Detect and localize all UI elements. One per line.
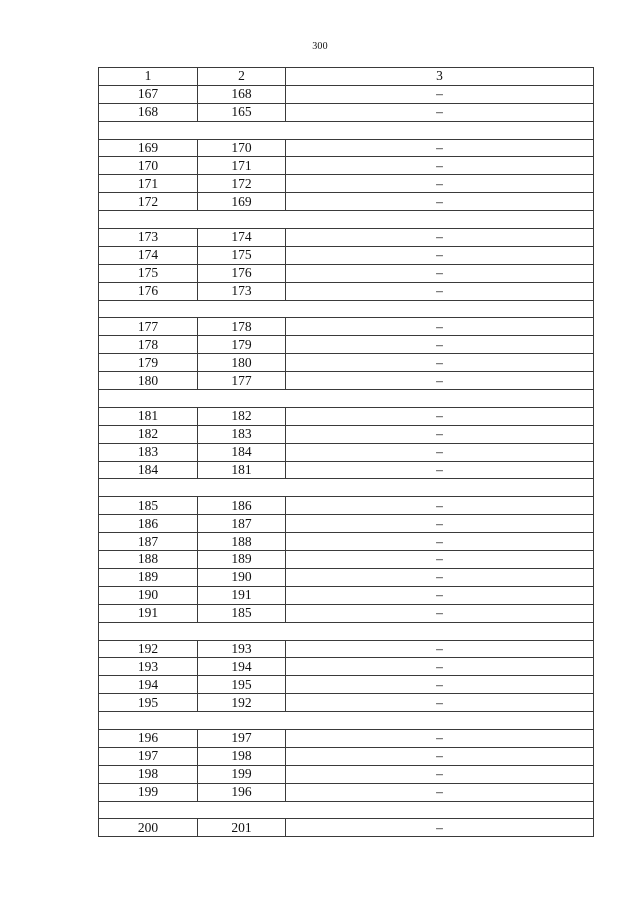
table-row: [99, 407, 594, 425]
table-cell: 177: [99, 318, 198, 336]
table-row: [99, 318, 594, 336]
table-cell: 187: [198, 515, 286, 533]
table-cell: 188: [99, 551, 198, 569]
table-cell: –: [286, 229, 594, 247]
table-cell: 196: [198, 783, 286, 801]
table-row: [99, 336, 594, 354]
table-row: [99, 229, 594, 247]
table-cell: –: [286, 354, 594, 372]
table-cell: –: [286, 551, 594, 569]
column-header: 1: [99, 68, 198, 86]
table-row: [99, 425, 594, 443]
table-cell: 172: [198, 175, 286, 193]
table-cell: –: [286, 318, 594, 336]
table-cell: 201: [198, 819, 286, 837]
group-separator-row: [99, 300, 594, 318]
table-cell: –: [286, 819, 594, 837]
table-cell: 195: [99, 694, 198, 712]
table-cell: 170: [99, 157, 198, 175]
table-cell: 189: [99, 568, 198, 586]
table-row: [99, 783, 594, 801]
table-cell: 177: [198, 372, 286, 390]
table-cell: 168: [198, 85, 286, 103]
table-cell: 175: [99, 264, 198, 282]
table-cell: 167: [99, 85, 198, 103]
table-cell: 183: [99, 443, 198, 461]
table-row: [99, 85, 594, 103]
table-cell: –: [286, 515, 594, 533]
group-separator-row: [99, 121, 594, 139]
table-row: [99, 765, 594, 783]
table-cell: 184: [99, 461, 198, 479]
column-header: 3: [286, 68, 594, 86]
table-row: [99, 586, 594, 604]
table-cell: 174: [99, 246, 198, 264]
table-cell: –: [286, 139, 594, 157]
table-cell: 179: [99, 354, 198, 372]
table-row: [99, 157, 594, 175]
table-cell: 186: [99, 515, 198, 533]
column-header: 2: [198, 68, 286, 86]
table-cell: –: [286, 604, 594, 622]
table-cell: 180: [198, 354, 286, 372]
table-cell: 190: [99, 586, 198, 604]
table-cell: –: [286, 497, 594, 515]
table-row: [99, 461, 594, 479]
table-cell: 182: [198, 407, 286, 425]
table-cell: –: [286, 694, 594, 712]
table-row: [99, 515, 594, 533]
group-separator: [99, 801, 594, 819]
table-row: [99, 103, 594, 121]
table-cell: 185: [99, 497, 198, 515]
table-cell: 170: [198, 139, 286, 157]
table-row: [99, 568, 594, 586]
table-cell: 198: [198, 747, 286, 765]
table-cell: –: [286, 729, 594, 747]
table-cell: –: [286, 676, 594, 694]
table-cell: 194: [198, 658, 286, 676]
table-row: [99, 604, 594, 622]
table-cell: 172: [99, 193, 198, 211]
table-row: [99, 676, 594, 694]
table-cell: –: [286, 282, 594, 300]
table-cell: 169: [99, 139, 198, 157]
table-cell: 169: [198, 193, 286, 211]
table-cell: –: [286, 407, 594, 425]
table-row: [99, 264, 594, 282]
group-separator: [99, 300, 594, 318]
table-cell: 171: [99, 175, 198, 193]
table-cell: 191: [198, 586, 286, 604]
table-cell: 179: [198, 336, 286, 354]
group-separator-row: [99, 211, 594, 229]
group-separator: [99, 479, 594, 497]
group-separator: [99, 121, 594, 139]
table-cell: 176: [198, 264, 286, 282]
table-row: [99, 694, 594, 712]
table-cell: –: [286, 640, 594, 658]
group-separator-row: [99, 712, 594, 730]
table-cell: 188: [198, 533, 286, 551]
table-row: [99, 354, 594, 372]
table-row: [99, 729, 594, 747]
table-cell: 181: [198, 461, 286, 479]
table-cell: 183: [198, 425, 286, 443]
table-cell: 178: [99, 336, 198, 354]
table-cell: 193: [198, 640, 286, 658]
table-cell: 181: [99, 407, 198, 425]
table-cell: –: [286, 568, 594, 586]
table-cell: –: [286, 193, 594, 211]
table-cell: 187: [99, 533, 198, 551]
table-cell: 173: [198, 282, 286, 300]
group-separator-row: [99, 622, 594, 640]
table-cell: 198: [99, 765, 198, 783]
table-cell: 174: [198, 229, 286, 247]
table-row: [99, 193, 594, 211]
table-cell: –: [286, 85, 594, 103]
table-cell: 185: [198, 604, 286, 622]
table-cell: –: [286, 336, 594, 354]
table-row: [99, 372, 594, 390]
table-cell: 195: [198, 676, 286, 694]
table-row: [99, 282, 594, 300]
table-cell: –: [286, 103, 594, 121]
table-cell: –: [286, 783, 594, 801]
table-cell: –: [286, 175, 594, 193]
table-cell: 184: [198, 443, 286, 461]
table-cell: 180: [99, 372, 198, 390]
table-row: [99, 640, 594, 658]
table-cell: 165: [198, 103, 286, 121]
table-row: [99, 139, 594, 157]
table-row: [99, 551, 594, 569]
table-cell: –: [286, 747, 594, 765]
table-cell: –: [286, 372, 594, 390]
table-cell: 200: [99, 819, 198, 837]
table-cell: 189: [198, 551, 286, 569]
table-cell: 186: [198, 497, 286, 515]
table-cell: –: [286, 157, 594, 175]
table-cell: 199: [198, 765, 286, 783]
table-cell: –: [286, 658, 594, 676]
data-table: [98, 67, 594, 837]
table-cell: 168: [99, 103, 198, 121]
group-separator: [99, 622, 594, 640]
group-separator: [99, 211, 594, 229]
table-cell: 171: [198, 157, 286, 175]
table-row: [99, 443, 594, 461]
group-separator-row: [99, 390, 594, 408]
table-cell: 192: [198, 694, 286, 712]
table-cell: –: [286, 443, 594, 461]
page-number: 300: [312, 41, 328, 52]
table-cell: 191: [99, 604, 198, 622]
table-cell: –: [286, 533, 594, 551]
table-header-row: [99, 68, 594, 86]
group-separator-row: [99, 479, 594, 497]
table-cell: –: [286, 425, 594, 443]
table-row: [99, 819, 594, 837]
table-cell: 199: [99, 783, 198, 801]
table-row: [99, 747, 594, 765]
table-row: [99, 497, 594, 515]
table-cell: 175: [198, 246, 286, 264]
group-separator: [99, 390, 594, 408]
table-cell: –: [286, 765, 594, 783]
table-cell: 196: [99, 729, 198, 747]
table-row: [99, 175, 594, 193]
table-cell: 173: [99, 229, 198, 247]
table-cell: 176: [99, 282, 198, 300]
table-cell: 197: [198, 729, 286, 747]
table-cell: –: [286, 586, 594, 604]
group-separator-row: [99, 801, 594, 819]
table-cell: 192: [99, 640, 198, 658]
table-row: [99, 533, 594, 551]
table-body: [99, 68, 594, 837]
table-cell: 182: [99, 425, 198, 443]
table-cell: 178: [198, 318, 286, 336]
table-cell: 193: [99, 658, 198, 676]
group-separator: [99, 712, 594, 730]
table-row: [99, 246, 594, 264]
table-cell: 190: [198, 568, 286, 586]
table-cell: 194: [99, 676, 198, 694]
table-cell: –: [286, 461, 594, 479]
table-cell: 197: [99, 747, 198, 765]
table-cell: –: [286, 264, 594, 282]
table-row: [99, 658, 594, 676]
table-cell: –: [286, 246, 594, 264]
